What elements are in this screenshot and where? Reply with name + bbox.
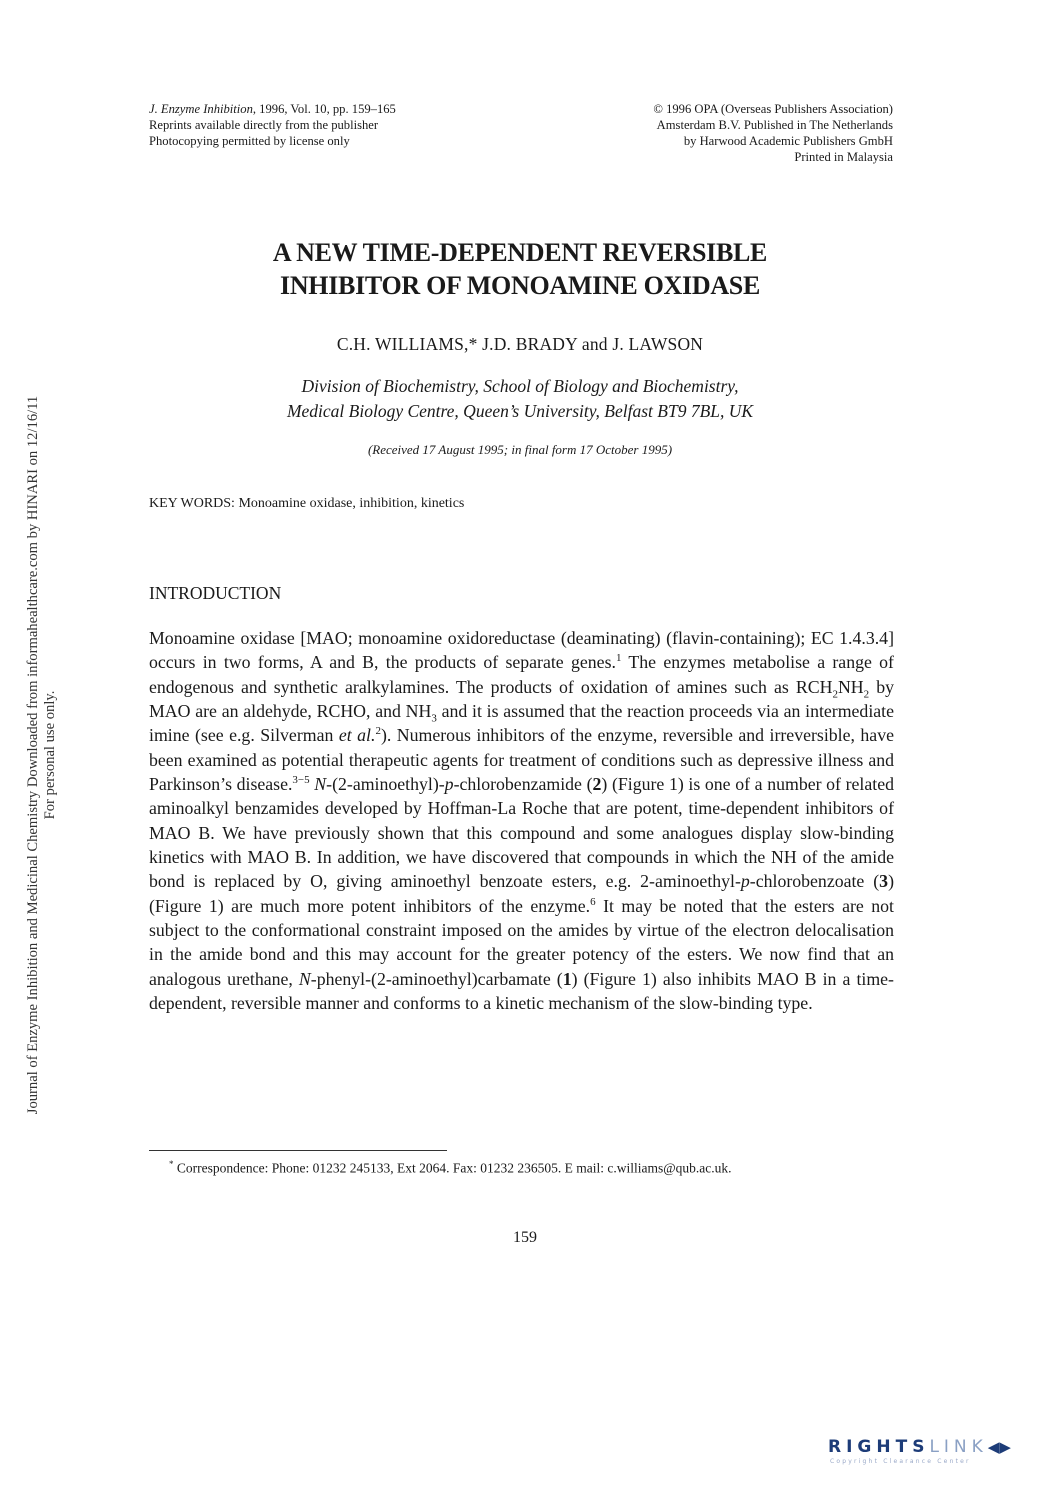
download-watermark <box>25 340 59 1170</box>
article-title <box>100 236 940 302</box>
watermark-line-1: Journal of Enzyme Inhibition and Medicinal Chemistry Downloaded from informahealthcare.com by HINARI on 12/16/11 <box>25 395 41 1115</box>
publisher-name: by Harwood Academic Publishers GmbH <box>683 134 893 148</box>
copyright-line: © 1996 OPA (Overseas Publishers Association) <box>653 102 893 116</box>
reprints-note: Reprints available directly from the publisher <box>149 118 379 132</box>
printed-line: Printed in Malaysia <box>794 150 893 164</box>
logo-arrows-icon: ◀▶ <box>987 1438 1011 1456</box>
authors: C.H. WILLIAMS,* J.D. BRADY and J. LAWSON <box>336 334 704 354</box>
introduction-paragraph: Monoamine oxidase [MAO; monoamine oxidoreductase (deaminating) (flavin-containing); EC 1.4.3.4] occurs in two forms, A and B, the products of separate genes.$^1$ The enzymes metabolise a range of endogenous and synthetic aralkylamines. The products of oxidation of amines such as $RCH_2NH_2$ by MAO are an aldehyde, RCHO, and $NH_3$ and it is assumed that the reaction proceeds via an intermediate imine (see e.g. Silverman et al.$^2$). Numerous inhibitors of the enzyme, reversible and irreversible, have been examined as potential therapeutic agents for treatment of conditions such as depressive illness and Parkinson’s disease.$^{3-5}$ N-(2-aminoethyl)-p-chlorobenzamide (2) (Figure 1) is one of a number of related aminoalkyl benzamides developed by Hoffman-La Roche that are potent, time-dependent inhibitors of MAO B. We have previously shown that this compound and some analogues display slow-binding kinetics with MAO B. In addition, we have discovered that compounds in which the NH of the amide bond is replaced by O, giving aminoethyl benzoate esters, e.g. 2-aminoethyl-p-chlorobenzoate (3) (Figure 1) are much more potent inhibitors of the enzyme.$^6$ It may be noted that the esters are not subject to the conformational constraint imposed on the amides by virtue of the electron delocalisation in the amide bond and this may account for the greater potency of the esters. We now find that an analogous urethane, N-phenyl-(2-aminoethyl)carbamate (1) (Figure 1) also inhibits MAO B in a time-dependent, reversible manner and conforms to a kinetic mechanism of the slow-binding type. <box>149 628 894 1014</box>
affiliation-line-2: Medical Biology Centre, Queen’s University, Belfast BT9 7BL, UK <box>286 401 754 421</box>
received-dates: (Received 17 August 1995; in final form 17 October 1995) <box>367 442 673 457</box>
title-line-2: INHIBITOR OF MONOAMINE OXIDASE <box>280 271 760 300</box>
publisher-header <box>560 101 893 165</box>
watermark-line-2: For personal use only. <box>42 690 58 820</box>
affiliation <box>100 374 940 424</box>
footnote-text: Correspondence: Phone: 01232 245133, Ext 2064. Fax: 01232 236505. E mail: c.williams@qub.ac.uk. <box>173 1160 732 1176</box>
logo-tagline: Copyright Clearance Center <box>830 1458 971 1465</box>
keywords: KEY WORDS: Monoamine oxidase, inhibition, kinetics <box>149 496 465 511</box>
footnote-mark: * <box>169 1159 174 1169</box>
journal-citation: J. Enzyme Inhibition, 1996, Vol. 10, pp. 159–165 <box>149 102 396 116</box>
compound-2: 2 <box>592 774 602 795</box>
footnote-divider <box>149 1150 447 1151</box>
photocopy-note: Photocopying permitted by license only <box>149 134 350 148</box>
ref-1: 1 <box>615 652 622 665</box>
compound-3: 3 <box>879 871 889 892</box>
title-line-1: A NEW TIME-DEPENDENT REVERSIBLE <box>272 238 768 267</box>
logo-wordmark: RIGHTSLINK◀▶ <box>828 1437 1011 1457</box>
journal-citation-header <box>149 101 396 149</box>
ref-6: 6 <box>590 895 596 908</box>
section-heading-introduction: INTRODUCTION <box>149 583 282 603</box>
rightslink-logo <box>828 1437 1028 1477</box>
ref-3-5: 3−5 <box>292 774 310 787</box>
ref-2: 2 <box>375 725 381 738</box>
publisher-line: Amsterdam B.V. Published in The Netherlands <box>656 118 893 132</box>
footnote <box>169 1159 732 1177</box>
affiliation-line-1: Division of Biochemistry, School of Biology and Biochemistry, <box>301 376 739 396</box>
compound-1: 1 <box>562 968 572 989</box>
page-number: 159 <box>513 1229 537 1246</box>
